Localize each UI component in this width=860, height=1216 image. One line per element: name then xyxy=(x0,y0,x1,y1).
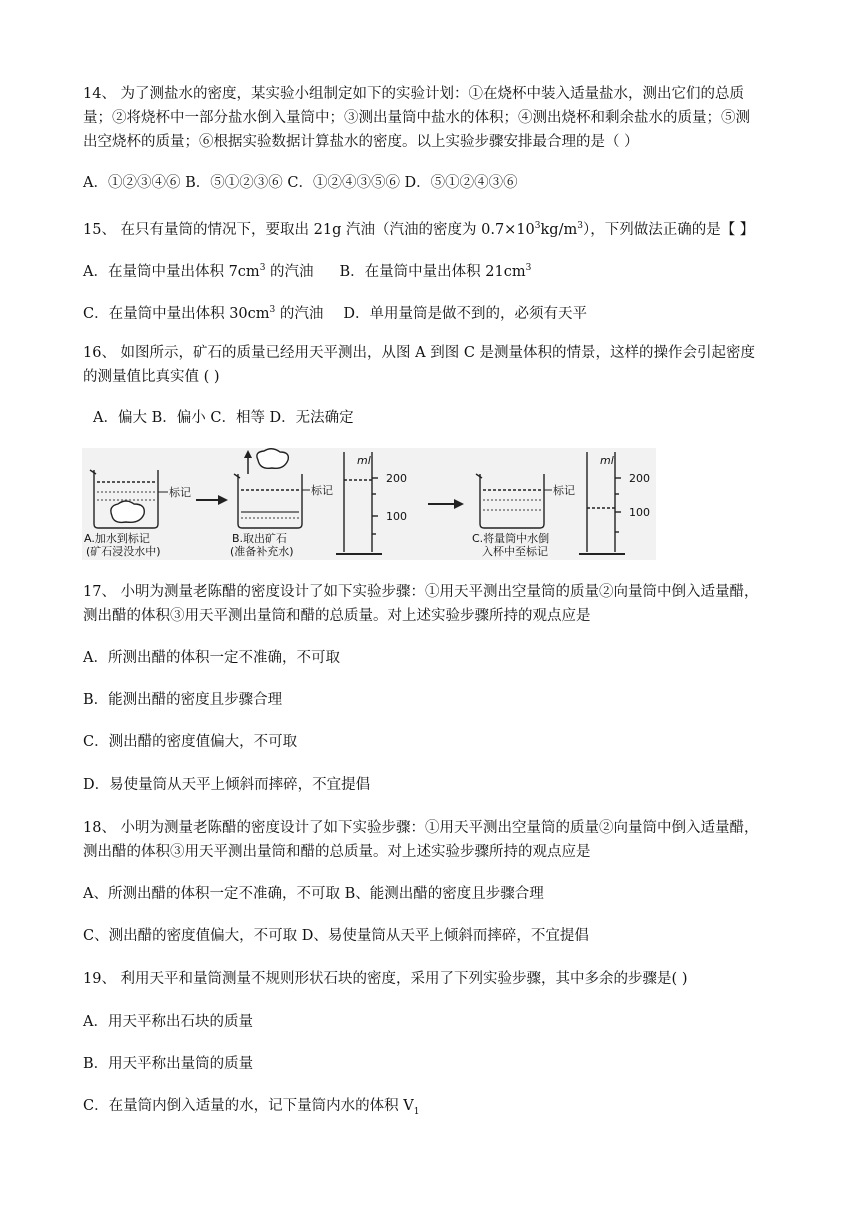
q15-options-ab xyxy=(83,258,531,282)
q17-optC: C．测出醋的密度值偏大，不可取 xyxy=(83,734,298,750)
q18-stem-line2: 测出醋的体积③用天平测出量筒和醋的总质量。对上述实验步骤所持的观点应是 xyxy=(83,844,591,860)
caption-c-line1: C.将量筒中水倒 xyxy=(472,532,550,545)
q19-optC-text: C．在量筒内倒入适量的水，记下量筒内水的体积 V xyxy=(83,1098,414,1114)
q15-optA-post: 的汽油 xyxy=(265,263,314,280)
mark-label-c: 标记 xyxy=(553,484,575,497)
q17-stem-line1: 17、 小明为测量老陈醋的密度设计了如下实验步骤：①用天平测出空量筒的质量②向量筒中倒入适量醋， xyxy=(83,584,759,600)
q15-stem-sup2: 3 xyxy=(577,221,583,231)
q16-options: A．偏大 B．偏小 C．相等 D．无法确定 xyxy=(93,410,354,426)
q15-stem-mid: kg/m xyxy=(540,221,578,238)
tick-100-label-1: 100 xyxy=(386,510,407,523)
q19-optB: B．用天平称出量筒的质量 xyxy=(83,1056,254,1072)
q19-optA: A．用天平称出石块的质量 xyxy=(83,1014,253,1030)
q19-optC xyxy=(83,1096,419,1122)
q17-optD: D．易使量筒从天平上倾斜而摔碎，不宜提倡 xyxy=(83,777,371,793)
q15-stem-sup: 3 xyxy=(534,221,541,231)
caption-b-line2: (准备补充水) xyxy=(230,545,294,558)
tick-100-label-2: 100 xyxy=(629,506,650,519)
q14-stem-line3: 出空烧杯的质量；⑥根据实验数据计算盐水的密度。以上实验步骤安排最合理的是（ ） xyxy=(83,134,639,150)
mark-label-a: 标记 xyxy=(169,486,191,499)
tick-200-label-2: 200 xyxy=(629,472,650,485)
q15-optA-sup: 3 xyxy=(259,263,266,273)
q15-optB-pre: B．在量筒中量出体积 21cm xyxy=(339,263,526,280)
mark-label-b: 标记 xyxy=(311,484,333,497)
q15-stem xyxy=(83,216,754,240)
q15-optC-sup: 3 xyxy=(269,305,276,315)
q15-optA-pre: A．在量筒中量出体积 7cm xyxy=(83,263,260,280)
ore-rock-in-beaker xyxy=(111,501,144,522)
q15-optB-sup: 3 xyxy=(525,263,532,273)
q16-stem-line2: 的测量值比真实值 ( ) xyxy=(83,369,220,385)
q18-stem-line1: 18、 小明为测量老陈醋的密度设计了如下实验步骤：①用天平测出空量筒的质量②向量筒中倒入适量醋， xyxy=(83,820,759,836)
q15-options-cd xyxy=(83,300,587,324)
tick-200-label-1: 200 xyxy=(386,472,407,485)
ore-rock-lifted xyxy=(257,449,288,469)
q19-optC-sub: 1 xyxy=(413,1106,420,1117)
q19-stem: 19、 利用天平和量筒测量不规则形状石块的密度，采用了下列实验步骤，其中多余的步骤是( ) xyxy=(83,971,688,987)
q17-optB: B．能测出醋的密度且步骤合理 xyxy=(83,692,283,708)
q18-options-ab: A、所测出醋的体积一定不准确，不可取 B、能测出醋的密度且步骤合理 xyxy=(83,886,544,902)
q16-figure xyxy=(82,448,656,560)
q15-optC-post: 的汽油 xyxy=(275,305,324,322)
caption-c-line2: 入杯中至标记 xyxy=(482,545,548,558)
q18-options-cd: C、测出醋的密度值偏大，不可取 D、易使量筒从天平上倾斜而摔碎，不宜提倡 xyxy=(83,928,589,944)
q15-optD: D．单用量筒是做不到的，必须有天平 xyxy=(343,305,587,322)
caption-a-line1: A.加水到标记 xyxy=(84,532,150,545)
unit-label-2: ml xyxy=(600,454,614,467)
unit-label-1: ml xyxy=(357,454,371,467)
q16-stem-line1: 16、 如图所示，矿石的质量已经用天平测出，从图 A 到图 C 是测量体积的情景，这样的操作会引起密度 xyxy=(83,345,756,361)
q14-stem-line2: 量；②将烧杯中一部分盐水倒入量筒中；③测出量筒中盐水的体积；④测出烧杯和剩余盐水的质量；⑤测 xyxy=(83,110,750,126)
q15-stem-pre: 15、 在只有量筒的情况下，要取出 21g 汽油（汽油的密度为 0.7×10 xyxy=(83,221,535,238)
q17-optA: A．所测出醋的体积一定不准确，不可取 xyxy=(83,650,340,666)
q15-optC-pre: C．在量筒中量出体积 30cm xyxy=(83,305,270,322)
q14-stem-line1: 14、 为了测盐水的密度，某实验小组制定如下的实验计划：①在烧杯中装入适量盐水，测出它们的总质 xyxy=(83,86,745,102)
q17-stem-line2: 测出醋的体积③用天平测出量筒和醋的总质量。对上述实验步骤所持的观点应是 xyxy=(83,608,591,624)
caption-b-line1: B.取出矿石 xyxy=(232,532,288,545)
q14-options: A．①②③④⑥ B．⑤①②③⑥ C．①②④③⑤⑥ D．⑤①②④③⑥ xyxy=(83,175,518,191)
q15-stem-post: ），下列做法正确的是【 】 xyxy=(582,221,755,238)
caption-a-line2: (矿石浸没水中) xyxy=(86,545,161,558)
